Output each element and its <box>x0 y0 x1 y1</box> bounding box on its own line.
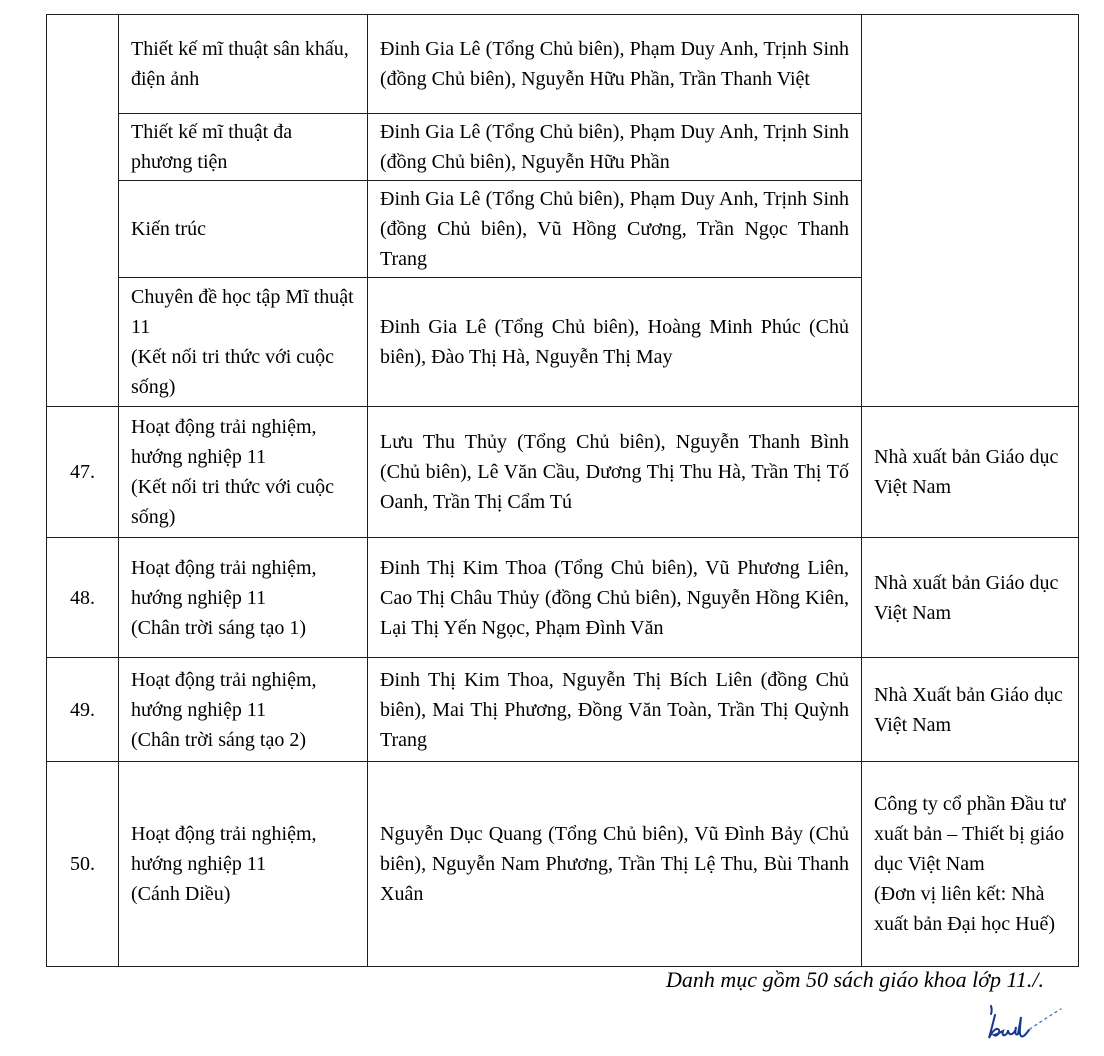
title-cell <box>119 658 368 762</box>
title-cell <box>119 538 368 658</box>
row-number-cell <box>47 407 119 538</box>
authors-cell <box>368 658 862 762</box>
book-edition: (Kết nối tri thức với cuộc sống) <box>131 346 335 398</box>
publisher-cell <box>862 658 1079 762</box>
row-number-cell <box>47 658 119 762</box>
authors-cell <box>368 407 862 538</box>
authors-text: Đinh Thị Kim Thoa, Nguyễn Thị Bích Liên (đồng Chủ biên), Mai Thị Phương, Đồng Văn Toàn, Trần Thị Quỳnh Trang <box>380 668 849 751</box>
book-title: Chuyên đề học tập Mĩ thuật 11 <box>131 286 354 338</box>
book-edition: (Kết nối tri thức với cuộc sống) <box>131 476 335 528</box>
row-number: 47. <box>70 461 95 483</box>
footer-note: Danh mục gồm 50 sách giáo khoa lớp 11./. <box>666 967 1044 992</box>
authors-cell <box>368 762 862 967</box>
authors-cell <box>368 278 862 407</box>
book-title: Hoạt động trải nghiệm, hướng nghiệp 11 <box>131 823 317 875</box>
signature-icon <box>982 1002 1066 1046</box>
row-number-cell <box>47 538 119 658</box>
publisher-cell <box>862 15 1079 407</box>
title-cell <box>119 762 368 967</box>
title-cell <box>119 181 368 278</box>
table-row <box>47 762 1079 967</box>
row-number-cell <box>47 762 119 967</box>
title-cell <box>119 114 368 181</box>
book-edition: (Cánh Diều) <box>131 883 231 905</box>
row-number: 48. <box>70 586 95 609</box>
publisher-name: Nhà xuất bản Giáo dục Việt Nam <box>874 446 1059 498</box>
authors-text: Đinh Gia Lê (Tổng Chủ biên), Phạm Duy Anh, Trịnh Sinh (đồng Chủ biên), Nguyễn Hữu Phần <box>380 121 849 173</box>
book-title: Hoạt động trải nghiệm, hướng nghiệp 11 <box>131 556 317 609</box>
publisher-cell <box>862 538 1079 658</box>
title-cell <box>119 407 368 538</box>
publisher-name: Công ty cổ phần Đầu tư xuất bản – Thiết bị giáo dục Việt Nam <box>874 793 1066 875</box>
authors-text: Đinh Gia Lê (Tổng Chủ biên), Hoàng Minh Phúc (Chủ biên), Đào Thị Hà, Nguyễn Thị May <box>380 316 849 368</box>
authors-cell <box>368 181 862 278</box>
authors-text: Đinh Thị Kim Thoa (Tổng Chủ biên), Vũ Phương Liên, Cao Thị Châu Thủy (đồng Chủ biên), Nguyễn Hồng Kiên, Lại Thị Yến Ngọc, Phạm Đình Văn <box>380 556 849 639</box>
publisher-name: Nhà Xuất bản Giáo dục Việt Nam <box>874 683 1063 736</box>
book-title: Hoạt động trải nghiệm, hướng nghiệp 11 <box>131 668 317 721</box>
publisher-note: (Đơn vị liên kết: Nhà xuất bản Đại học Huế) <box>874 883 1056 935</box>
table-row <box>47 658 1079 762</box>
table-row <box>47 538 1079 658</box>
row-number: 49. <box>70 698 95 721</box>
book-title: Thiết kế mĩ thuật sân khấu, điện ảnh <box>131 38 349 90</box>
authors-text: Lưu Thu Thủy (Tổng Chủ biên), Nguyễn Thanh Bình (Chủ biên), Lê Văn Cầu, Dương Thị Thu Hà, Trần Thị Tố Oanh, Trần Thị Cẩm Tú <box>380 431 849 513</box>
publisher-name: Nhà xuất bản Giáo dục Việt Nam <box>874 571 1059 624</box>
title-cell <box>119 278 368 407</box>
authors-text: Đinh Gia Lê (Tổng Chủ biên), Phạm Duy Anh, Trịnh Sinh (đồng Chủ biên), Vũ Hồng Cương, Trần Ngọc Thanh Trang <box>380 188 849 270</box>
authors-cell <box>368 114 862 181</box>
authors-text: Nguyễn Dục Quang (Tổng Chủ biên), Vũ Đình Bảy (Chủ biên), Nguyễn Nam Phương, Trần Thị Lệ Thu, Bùi Thanh Xuân <box>380 823 849 905</box>
book-edition: (Chân trời sáng tạo 1) <box>131 616 306 639</box>
book-title: Thiết kế mĩ thuật đa phương tiện <box>131 121 293 173</box>
table-row <box>47 15 1079 114</box>
book-edition: (Chân trời sáng tạo 2) <box>131 728 306 751</box>
table-row <box>47 407 1079 538</box>
row-number: 50. <box>70 853 95 875</box>
authors-text: Đinh Gia Lê (Tổng Chủ biên), Phạm Duy Anh, Trịnh Sinh (đồng Chủ biên), Nguyễn Hữu Phần, Trần Thanh Việt <box>380 38 849 90</box>
book-title: Kiến trúc <box>131 218 206 240</box>
authors-cell <box>368 15 862 114</box>
textbook-table <box>46 14 1079 967</box>
publisher-cell <box>862 762 1079 967</box>
row-number-cell <box>47 15 119 407</box>
book-title: Hoạt động trải nghiệm, hướng nghiệp 11 <box>131 416 317 468</box>
title-cell <box>119 15 368 114</box>
publisher-cell <box>862 407 1079 538</box>
authors-cell <box>368 538 862 658</box>
